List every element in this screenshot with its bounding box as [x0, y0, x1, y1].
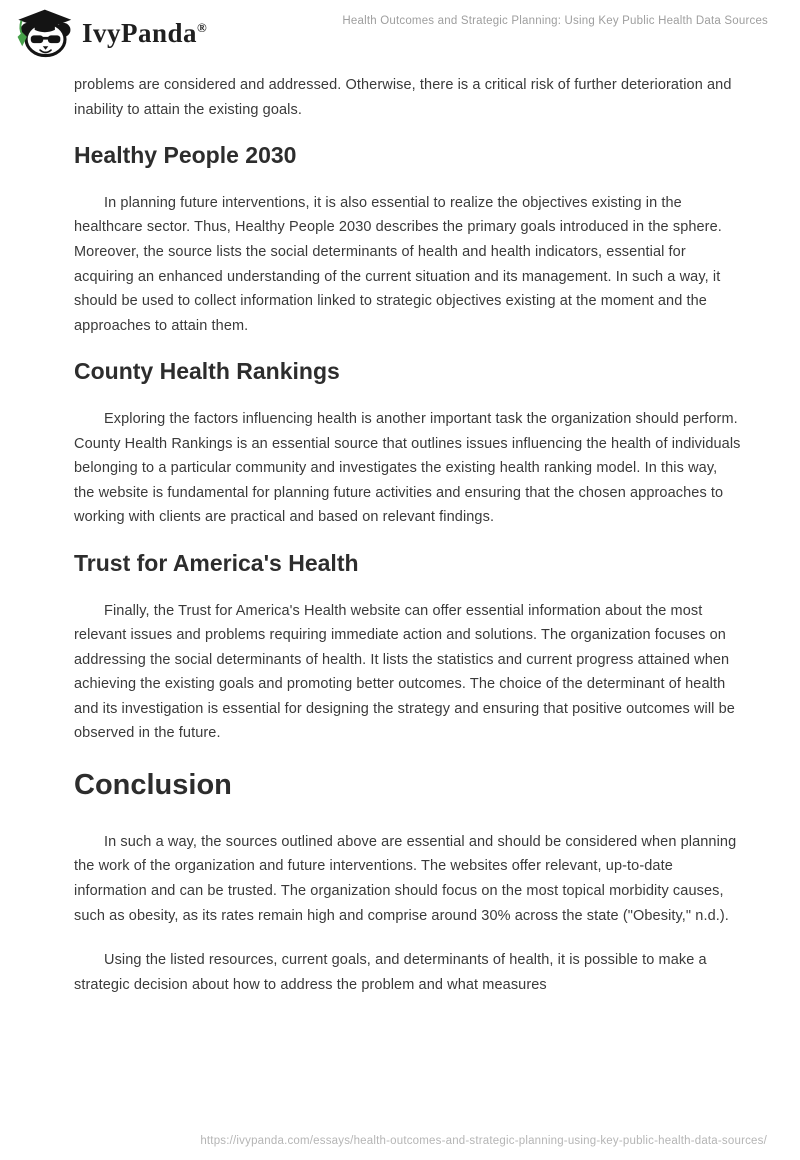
- paragraph-conclusion-1: In such a way, the sources outlined above are essential and should be considered when planning the work of the organization and future interventions. The websites offer relevant, up-to-date information and can be trusted. The organization should focus on the most topical morbidity causes, such as obesity, as its rates remain high and comprise around 30% across the state ("Obesity," n.d.).: [74, 833, 737, 924]
- panda-graduate-icon: [16, 8, 72, 58]
- source-url-link[interactable]: https://ivypanda.com/essays/health-outcomes-and-strategic-planning-using-key-public-health-data-sources/: [200, 1135, 767, 1147]
- paragraph-trust-for-americas-health: Finally, the Trust for America's Health website can offer essential information about the most relevant issues and problems requiring immediate action and solutions. The organization focuses on addressing the social determinants of health. It lists the statistics and current progress attained when achieving the existing goals and promoting better outcomes. The choice of the determinant of health and its investigation is essential for designing the strategy and ensuring that positive outcomes will be observed in the future.: [74, 602, 735, 742]
- registered-trademark: ®: [197, 19, 208, 35]
- heading-county-health-rankings: County Health Rankings: [74, 358, 340, 385]
- heading-trust-for-americas-health: Trust for America's Health: [74, 549, 359, 576]
- page-header: [16, 8, 768, 58]
- heading-conclusion: Conclusion: [74, 769, 232, 802]
- page-footer: [200, 1131, 767, 1149]
- paragraph-conclusion-2: Using the listed resources, current goals, and determinants of health, it is possible to make a strategic decision about how to address the problem and what measures: [74, 952, 707, 993]
- paragraph-healthy-people: In planning future interventions, it is also essential to realize the objectives existing in the healthcare sector. Thus, Healthy People 2030 describes the primary goals introduced in the sphere. Moreover, the source lists the social determinants of health and health indicators, essential for acquiring an enhanced understanding of the current situation and its management. In such a way, it should be used to collect information linked to strategic objectives existing at the moment and the approaches to attain them.: [74, 194, 722, 334]
- brand-name: IvyPanda®: [82, 17, 208, 48]
- ivypanda-logo[interactable]: [16, 8, 207, 58]
- heading-healthy-people-2030: Healthy People 2030: [74, 142, 297, 169]
- document-title: Health Outcomes and Strategic Planning: Using Key Public Health Data Sources: [342, 15, 768, 27]
- paragraph-county-health-rankings: Exploring the factors influencing health is another important task the organization should perform. County Health Rankings is an essential source that outlines issues influencing the health of individuals belonging to a particular community and investigates the existing health ranking model. In this way, the website is fundamental for planning future activities and ensuring that the chosen approaches to working with clients are practical and based on relevant findings.: [74, 410, 741, 526]
- paragraph-continuation: problems are considered and addressed. Otherwise, there is a critical risk of further deterioration and inability to attain the existing goals.: [74, 77, 732, 118]
- essay-content: [74, 73, 741, 1017]
